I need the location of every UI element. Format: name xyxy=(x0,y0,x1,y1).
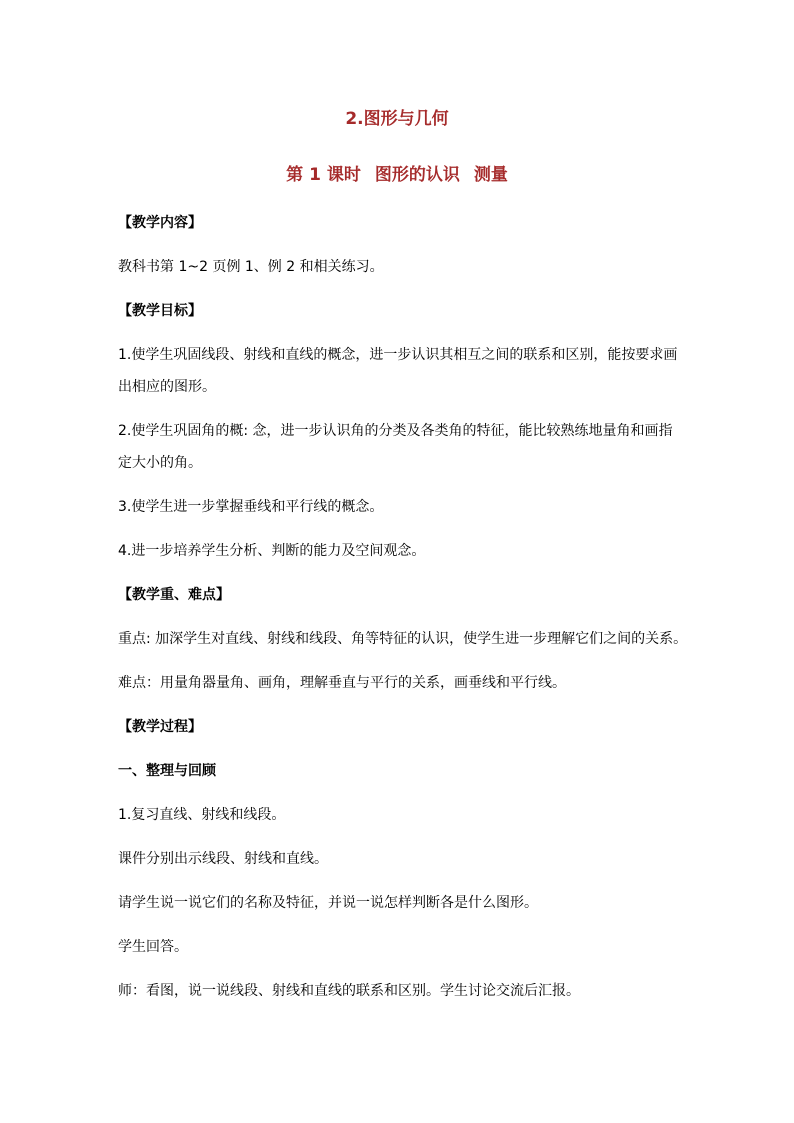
paragraph-teacher: 师：看图，说一说线段、射线和直线的联系和区别。学生讨论交流后汇报。 xyxy=(118,983,580,999)
subtitle-lesson-number: 第 1 课时 xyxy=(286,165,361,185)
section-heading-goals: 【教学目标】 xyxy=(118,303,202,319)
goal-3: 3.使学生进一步掌握垂线和平行线的概念。 xyxy=(118,499,384,515)
paragraph-students-describe: 请学生说一说它们的名称及特征，并说一说怎样判断各是什么图形。 xyxy=(118,895,538,911)
key-point: 重点: 加深学生对直线、射线和线段、角等特征的认识，使学生进一步理解它们之间的关系。 xyxy=(118,631,688,647)
paragraph-courseware: 课件分别出示线段、射线和直线。 xyxy=(118,851,328,867)
document-title: 2.图形与几何 xyxy=(345,109,449,129)
goal-1-line-1: 1.使学生巩固线段、射线和直线的概念，进一步认识其相互之间的联系和区别，能按要求画 xyxy=(118,347,678,363)
goal-2-line-2: 定大小的角。 xyxy=(118,455,202,471)
subtitle-measure: 测量 xyxy=(473,165,508,185)
difficult-point: 难点：用量角器量角、画角，理解垂直与平行的关系，画垂线和平行线。 xyxy=(118,675,566,691)
goal-2-line-1: 2.使学生巩固角的概: 念，进一步认识角的分类及各类角的特征，能比较熟练地量角和画指 xyxy=(118,423,673,439)
goal-1-line-2: 出相应的图形。 xyxy=(118,379,216,395)
subheading-review: 一、整理与回顾 xyxy=(118,763,216,779)
subtitle-topic: 图形的认识 xyxy=(374,165,460,185)
goal-4: 4.进一步培养学生分析、判断的能力及空间观念。 xyxy=(118,543,426,559)
paragraph-students-answer: 学生回答。 xyxy=(118,939,188,955)
section-heading-key-points: 【教学重、难点】 xyxy=(118,587,230,603)
lesson-subtitle xyxy=(0,160,794,185)
section-heading-process: 【教学过程】 xyxy=(118,719,202,735)
section-heading-content: 【教学内容】 xyxy=(118,215,202,231)
review-item-1: 1.复习直线、射线和线段。 xyxy=(118,807,286,823)
paragraph-textbook: 教科书第 1~2 页例 1、例 2 和相关练习。 xyxy=(118,259,384,275)
